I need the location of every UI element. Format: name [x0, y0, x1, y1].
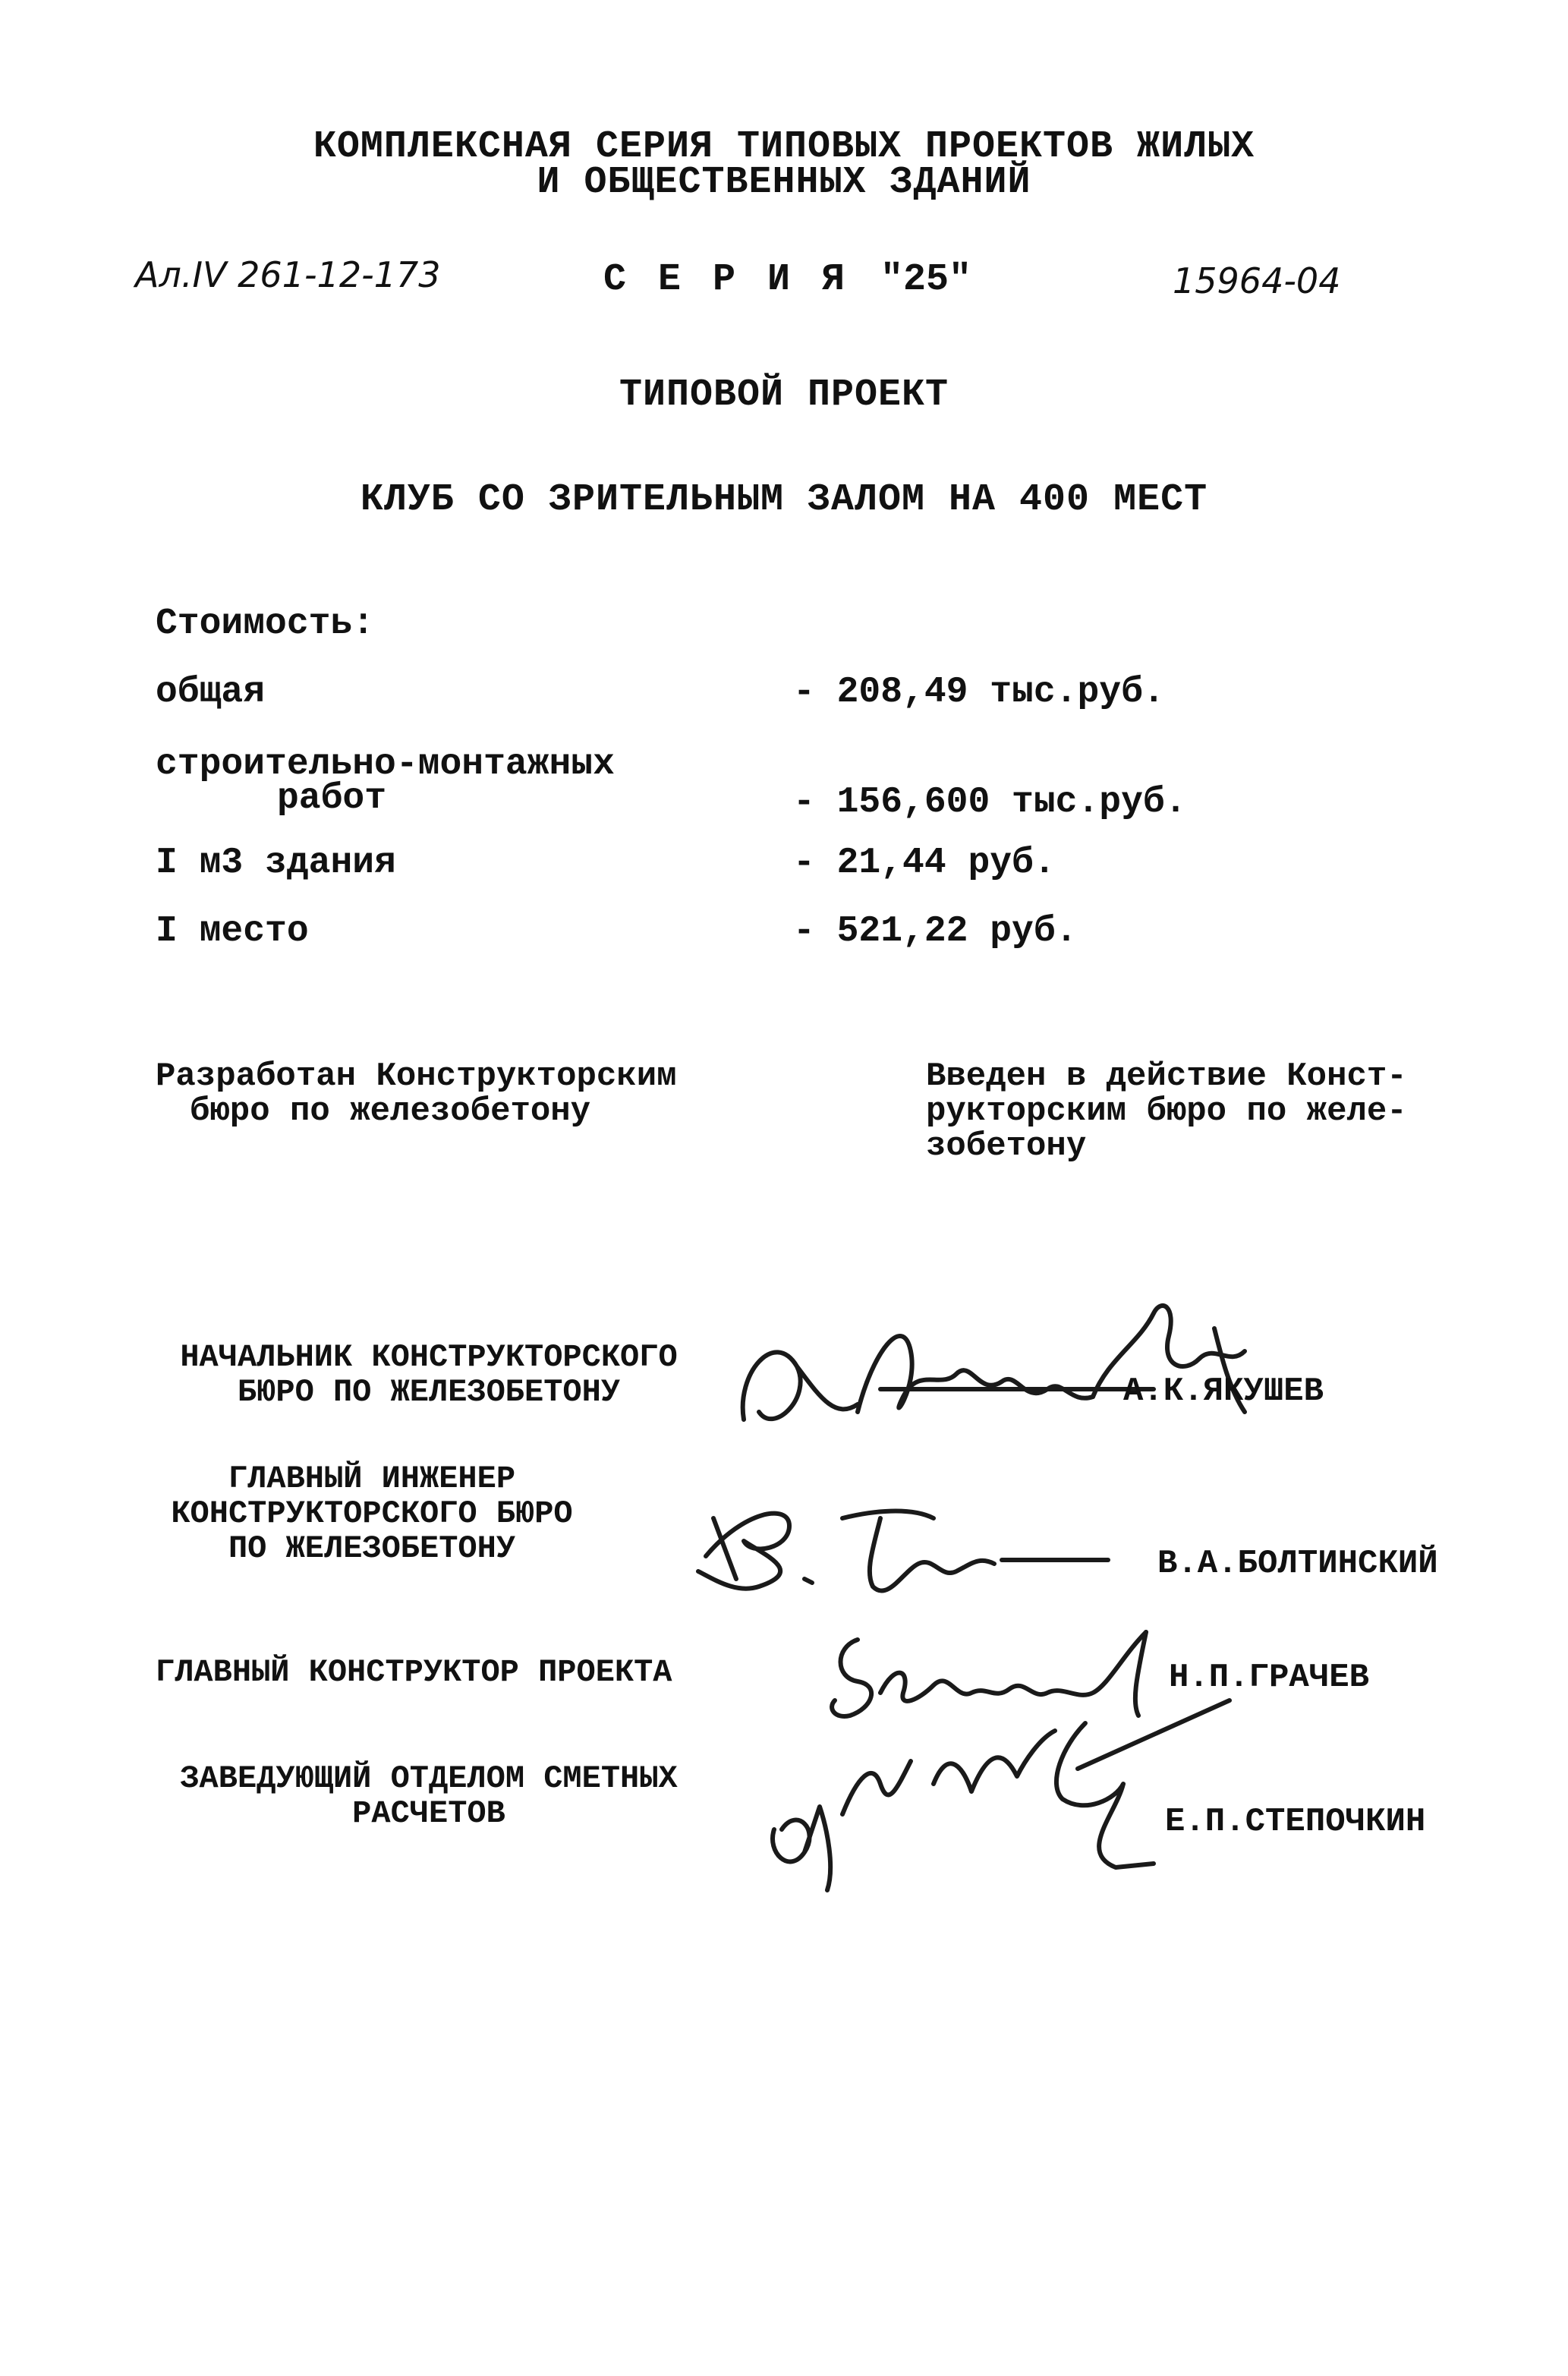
introduced-by	[926, 1059, 1407, 1164]
series-number: "25"	[880, 258, 972, 301]
cost-row-label-continued: работ	[277, 778, 387, 819]
doc-code-left: Ал.IV 261-12-173	[135, 254, 441, 295]
introduced-by-line: зобетону	[926, 1127, 1087, 1165]
signatory-title	[156, 1655, 672, 1690]
cost-row-value: - 21,44 руб.	[793, 843, 1056, 884]
introduced-by-line: рукторским бюро по желе-	[926, 1092, 1407, 1130]
header-line-2: И ОБЩЕСТВЕННЫХ ЗДАНИЙ	[537, 161, 1031, 204]
project-kind: ТИПОВОЙ ПРОЕКТ	[619, 373, 949, 417]
developed-by	[156, 1059, 677, 1129]
signature-4	[759, 1700, 1230, 1898]
signatory-title-line: ГЛАВНЫЙ ИНЖЕНЕР	[228, 1461, 516, 1497]
cost-heading: Стоимость:	[156, 603, 375, 644]
cost-row-label: общая	[156, 672, 266, 713]
signatory-title-line: РАСЧЕТОВ	[352, 1795, 505, 1832]
cost-row-label: I место	[156, 911, 309, 952]
introduced-by-line: Введен в действие Конст-	[926, 1057, 1407, 1095]
signatory-title-line: КОНСТРУКТОРСКОГО БЮРО	[171, 1495, 573, 1532]
developed-by-line: бюро по железобетону	[190, 1092, 591, 1130]
project-title: КЛУБ СО ЗРИТЕЛЬНЫМ ЗАЛОМ НА 400 МЕСТ	[360, 478, 1208, 522]
signatory-title-line: НАЧАЛЬНИК КОНСТРУКТОРСКОГО	[180, 1339, 678, 1375]
cost-row-value: - 208,49 тыс.руб.	[793, 672, 1165, 713]
cost-row-value: - 521,22 руб.	[793, 911, 1078, 952]
cost-row-value: - 156,600 тыс.руб.	[793, 782, 1187, 823]
doc-code-right: 15964-04	[1173, 260, 1341, 301]
signatory-name: Н.П.ГРАЧЕВ	[1169, 1659, 1370, 1697]
signatory-name: Е.П.СТЕПОЧКИН	[1165, 1803, 1426, 1841]
header-line-1: КОМПЛЕКСНАЯ СЕРИЯ ТИПОВЫХ ПРОЕКТОВ ЖИЛЫХ	[313, 125, 1255, 169]
signatory-title-line: ЗАВЕДУЮЩИЙ ОТДЕЛОМ СМЕТНЫХ	[180, 1760, 678, 1797]
cost-row-label: I м3 здания	[156, 843, 396, 884]
signatory-title-line: ПО ЖЕЛЕЗОБЕТОНУ	[228, 1530, 516, 1567]
signature-2	[683, 1488, 1154, 1609]
signatory-name: В.А.БОЛТИНСКИЙ	[1157, 1545, 1438, 1583]
signatory-title-line: ГЛАВНЫЙ КОНСТРУКТОР ПРОЕКТА	[156, 1654, 672, 1691]
signatory-title	[137, 1761, 721, 1831]
cost-row-label: строительно-монтажных	[156, 744, 615, 785]
signatory-name: А.К.ЯКУШЕВ	[1123, 1372, 1324, 1410]
series-label: С Е Р И Я	[603, 258, 850, 301]
signatory-title	[137, 1461, 607, 1566]
signatory-title-line: БЮРО ПО ЖЕЛЕЗОБЕТОНУ	[237, 1374, 621, 1410]
developed-by-line: Разработан Конструкторским	[156, 1057, 677, 1095]
signatory-title	[137, 1340, 721, 1410]
